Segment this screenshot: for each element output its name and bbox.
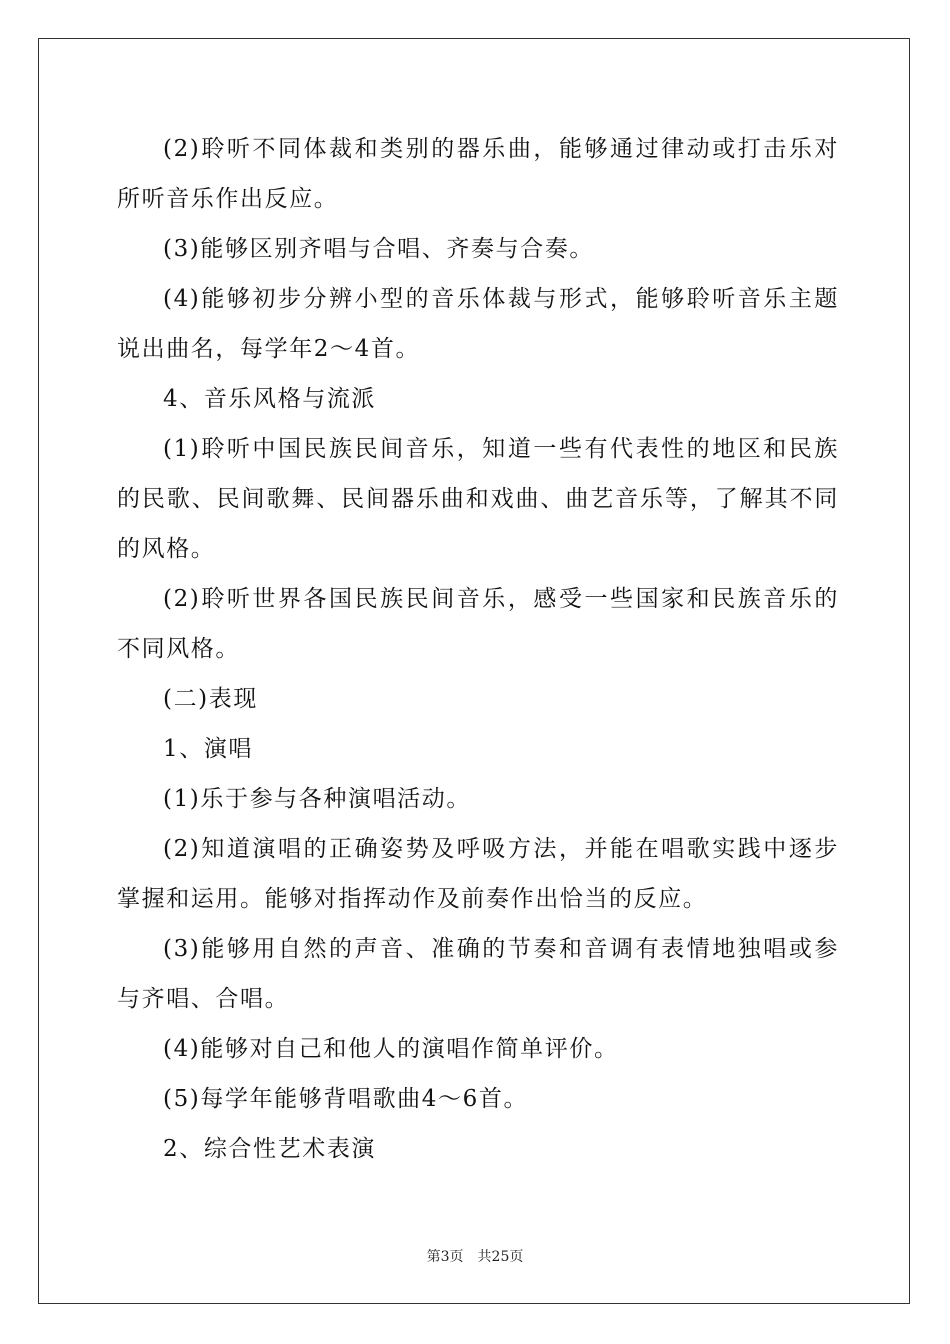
- paragraph-10: (2)知道演唱的正确姿势及呼吸方法，并能在唱歌实践中逐步掌握和运用。能够对指挥动作及前奏作出恰当的反应。: [117, 836, 839, 912]
- paragraph-9: (1)乐于参与各种演唱活动。: [163, 786, 471, 812]
- section-heading-singing: 1、演唱: [163, 736, 254, 762]
- paragraph-6: (2)聆听世界各国民族民间音乐，感受一些国家和民族音乐的不同风格。: [117, 586, 839, 662]
- paragraph-5: (1)聆听中国民族民间音乐，知道一些有代表性的地区和民族的民歌、民间歌舞、民间器乐曲和戏曲、曲艺音乐等，了解其不同的风格。: [117, 436, 839, 562]
- paragraph-1: (2)聆听不同体裁和类别的器乐曲，能够通过律动或打击乐对所听音乐作出反应。: [117, 136, 839, 212]
- paragraph-12: (4)能够对自己和他人的演唱作简单评价。: [163, 1036, 619, 1062]
- document-body: [117, 124, 839, 1174]
- page-total: 共25页: [477, 1249, 524, 1265]
- section-heading-music-style: 4、音乐风格与流派: [163, 386, 377, 412]
- page-footer: [0, 1246, 950, 1266]
- paragraph-11: (3)能够用自然的声音、准确的节奏和音调有表情地独唱或参与齐唱、合唱。: [117, 936, 839, 1012]
- paragraph-13: (5)每学年能够背唱歌曲4～6首。: [163, 1086, 529, 1112]
- section-heading-comprehensive-performance: 2、综合性艺术表演: [163, 1136, 377, 1162]
- section-heading-performance: (二)表现: [163, 686, 258, 712]
- paragraph-2: (3)能够区别齐唱与合唱、齐奏与合奏。: [163, 236, 594, 262]
- paragraph-3: (4)能够初步分辨小型的音乐体裁与形式，能够聆听音乐主题说出曲名，每学年2～4首。: [117, 286, 839, 362]
- page-number: 第3页: [426, 1249, 464, 1265]
